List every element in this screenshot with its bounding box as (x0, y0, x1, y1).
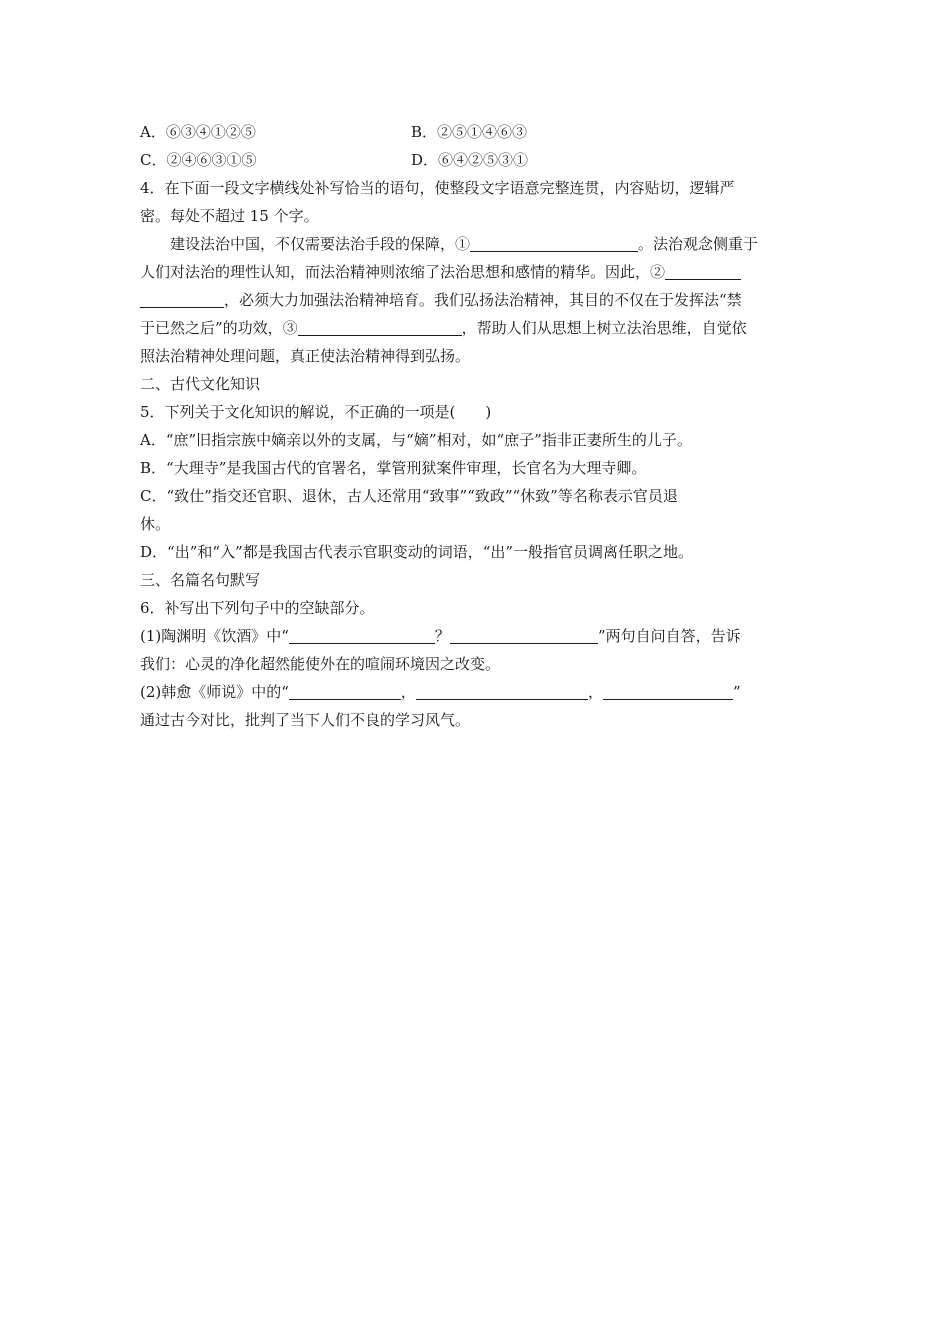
q4-blank-3[interactable] (298, 317, 462, 336)
section-title-cultural-knowledge: 二、古代文化知识 (140, 375, 261, 393)
q6-item-1-blank-1[interactable] (289, 625, 435, 644)
q6-item-2-line-2: 通过古今对比，批判了当下人们不良的学习风气。 (140, 711, 471, 729)
section-title-famous-quotes: 三、名篇名句默写 (140, 571, 261, 589)
q5-option-d: D．“出”和“入”都是我国古代表示官职变动的词语，“出”一般指官员调离任职之地。 (140, 543, 694, 561)
q5-option-a: A．“庶”旧指宗族中嫡亲以外的支属，与“嫡”相对，如“庶子”指非正妻所生的儿子。 (140, 431, 692, 449)
q4-passage-line-2 (140, 258, 812, 286)
exam-page (140, 118, 812, 734)
q6-item-1-line-2: 我们：心灵的净化超然能使外在的喧闹环境因之改变。 (140, 655, 501, 673)
q3-option-c: C．②④⑥③①⑤ (140, 151, 257, 169)
q6-item-2-blank-3[interactable] (603, 681, 733, 700)
q5-stem: 5．下列关于文化知识的解说，不正确的一项是( ) (140, 403, 492, 421)
q4-passage-line-5: 照法治精神处理问题，真正使法治精神得到弘扬。 (140, 347, 471, 365)
q4-stem-line-2: 密。每处不超过 15 个字。 (140, 207, 319, 225)
q6-item-1-blank-2[interactable] (450, 625, 598, 644)
q6-item-2-text: (2)韩愈《师说》中的“ (140, 683, 289, 701)
q4-passage-text: 建设法治中国，不仅需要法治手段的保障，① (170, 235, 471, 253)
q4-blank-2-part-1[interactable] (665, 261, 741, 280)
q6-item-1-text: (1)陶渊明《饮酒》中“ (140, 627, 289, 645)
q4-passage-line-4 (140, 314, 812, 342)
q4-passage-line-3 (140, 286, 812, 314)
q4-passage-text: ，帮助人们从思想上树立法治思维，自觉依 (461, 319, 747, 337)
q3-option-b: B．②⑤①④⑥③ (411, 123, 528, 141)
q4-passage-text: ，必须大力加强法治精神培育。我们弘扬法治精神，其目的不仅在于发挥法“禁 (224, 291, 742, 309)
q6-stem: 6．补写出下列句子中的空缺部分。 (140, 599, 375, 617)
q3-option-a: A．⑥③④①②⑤ (140, 123, 256, 141)
q5-option-b: B．“大理寺”是我国古代的官署名，掌管刑狱案件审理，长官名为大理寺卿。 (140, 459, 647, 477)
q6-item-2-comma: ， (587, 683, 603, 701)
q5-option-c-line-1: C．“致仕”指交还官职、退休，古人还常用“致事”“致政”“休致”等名称表示官员退 (140, 487, 678, 505)
q6-item-2-blank-2[interactable] (416, 681, 588, 700)
q3-options-row-1 (140, 118, 812, 146)
q4-blank-1[interactable] (470, 233, 638, 252)
q3-options-row-2 (140, 146, 812, 174)
q4-passage-text: 。法治观念侧重于 (638, 235, 759, 253)
q6-item-2-close-quote: ” (732, 683, 741, 701)
q4-blank-2-part-2[interactable] (140, 289, 224, 308)
q5-option-c-line-2: 休。 (140, 515, 171, 533)
q6-item-1-text: ”两句自问自答，告诉 (597, 627, 741, 645)
q6-item-2-blank-1[interactable] (289, 681, 401, 700)
q4-passage-text: 人们对法治的理性认知，而法治精神则浓缩了法治思想和感情的精华。因此，② (140, 263, 666, 281)
q3-option-d: D．⑥④②⑤③① (411, 151, 529, 169)
q6-item-1-question-mark: ？ (434, 627, 450, 645)
q4-stem-line-1: 4．在下面一段文字横线处补写恰当的语句，使整段文字语意完整连贯，内容贴切，逻辑严 (140, 179, 735, 197)
q4-passage-text: 于已然之后”的功效，③ (140, 319, 298, 337)
q6-item-2-comma: ， (400, 683, 416, 701)
q6-item-1-line-1 (140, 622, 812, 650)
q4-passage-line-1 (140, 230, 812, 258)
q6-item-2-line-1 (140, 678, 812, 706)
